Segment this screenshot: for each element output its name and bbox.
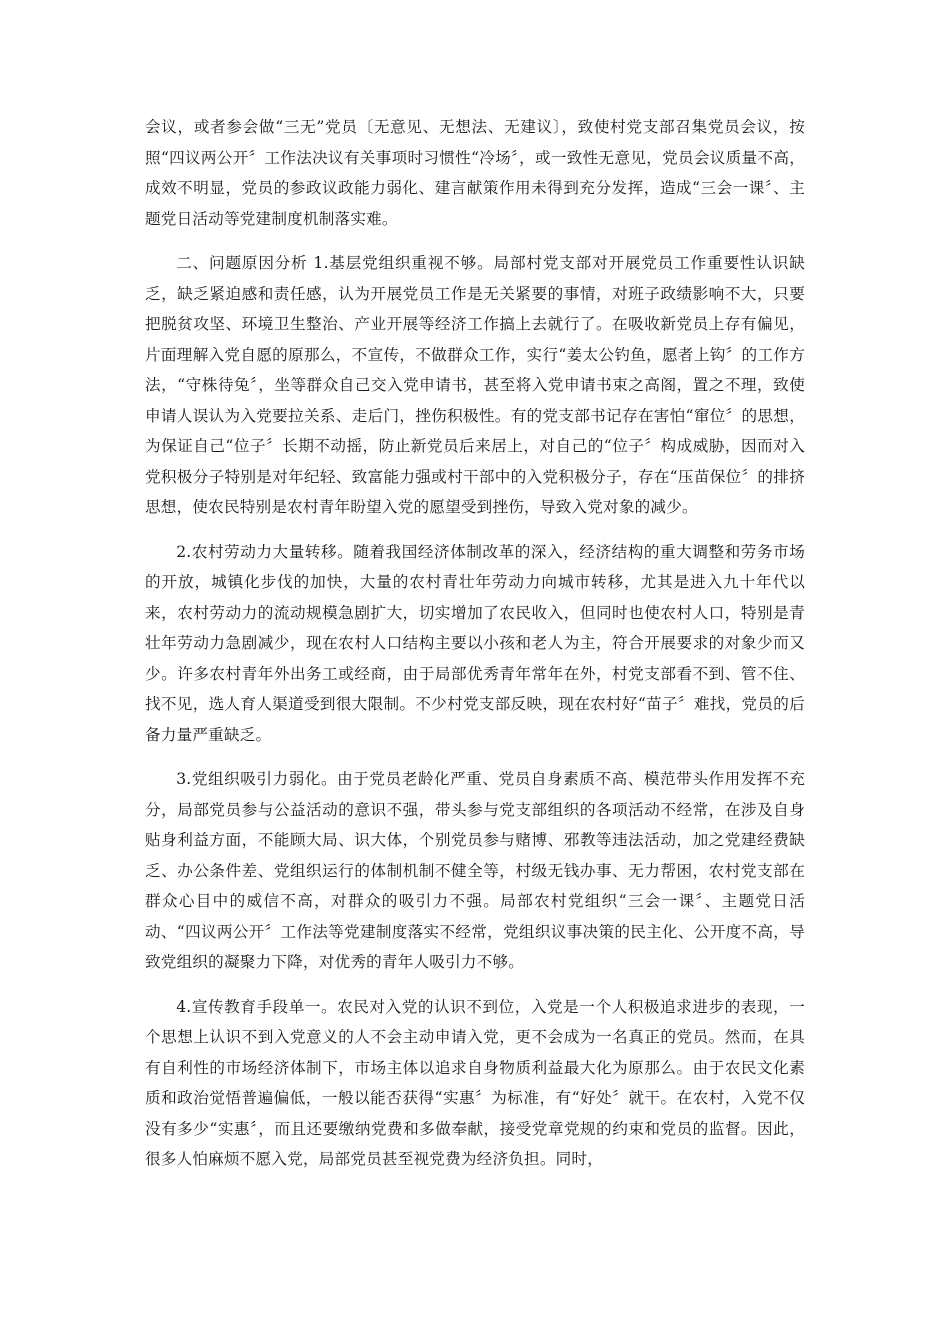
paragraph-cause-4: 4.宣传教育手段单一。农民对入党的认识不到位，入党是一个人积极追求进步的表现，一个思想上认识不到入党意义的人不会主动申请入党，更不会成为一名真正的党员。然而，在具有自利性的市场经济体制下，市场主体以追求自身物质利益最大化为原那么。由于农民文化素质和政治觉悟普遍偏低，一般以能否获得“实惠〞为标准，有“好处〞就干。在农村，入党不仅没有多少“实惠〞，而且还要缴纳党费和多做奉献，接受党章党规的约束和党员的监督。因此，很多人怕麻烦不愿入党，局部党员甚至视党费为经济负担。同时， — [145, 997, 805, 1168]
paragraph-cause-1: 二、问题原因分析 1.基层党组织重视不够。局部村党支部对开展党员工作重要性认识缺乏，缺乏紧迫感和责任感，认为开展党员工作是无关紧要的事情，对班子政绩影响不大，只要把脱贫攻坚、环境卫生整治、产业开展等经济工作搞上去就行了。在吸收新党员上存有偏见，片面理解入党自愿的原那么，不宣传，不做群众工作，实行“姜太公钓鱼，愿者上钩〞的工作方法，“守株待兔〞，坐等群众自己交入党申请书，甚至将入党申请书束之高阁，置之不理，致使申请人误认为入党要拉关系、走后门，挫伤积极性。有的党支部书记存在害怕“窜位〞的思想，为保证自己“位子〞长期不动摇，防止新党员后来居上，对自己的“位子〞构成威胁，因而对入党积极分子特别是对年纪轻、致富能力强或村干部中的入党积极分子，存在“压苗保位〞的排挤思想，使农民特别是农村青年盼望入党的愿望受到挫伤，导致入党对象的减少。 — [145, 254, 805, 516]
paragraph-cause-3: 3.党组织吸引力弱化。由于党员老龄化严重、党员自身素质不高、模范带头作用发挥不充分，局部党员参与公益活动的意识不强，带头参与党支部组织的各项活动不经常，在涉及自身贴身利益方面，不能顾大局、识大体，个别党员参与赌博、邪教等违法活动，加之党建经费缺乏、办公条件差、党组织运行的体制机制不健全等，村级无钱办事、无力帮困，农村党支部在群众心目中的威信不高，对群众的吸引力不强。局部农村党组织“三会一课〞、主题党日活动、“四议两公开〞工作法等党建制度落实不经常，党组织议事决策的民主化、公开度不高，导致党组织的凝聚力下降，对优秀的青年人吸引力不够。 — [145, 770, 805, 971]
paragraph-cause-2: 2.农村劳动力大量转移。随着我国经济体制改革的深入，经济结构的重大调整和劳务市场的开放，城镇化步伐的加快，大量的农村青壮年劳动力向城市转移，尤其是进入九十年代以来，农村劳动力的流动规模急剧扩大，切实增加了农民收入，但同时也使农村人口，特别是青壮年劳动力急剧减少，现在农村人口结构主要以小孩和老人为主，符合开展要求的对象少而又少。许多农村青年外出务工或经商，由于局部优秀青年常年在外，村党支部看不到、管不住、找不见，选人育人渠道受到很大限制。不少村党支部反映，现在农村好“苗子〞难找，党员的后备力量严重缺乏。 — [145, 542, 805, 744]
document-page — [145, 112, 805, 1175]
paragraph-continuation: 会议，或者参会做“三无”党员〔无意见、无想法、无建议〕，致使村党支部召集党员会议，按照“四议两公开〞工作法决议有关事项时习惯性“冷场〞，或一致性无意见，党员会议质量不高，成效不明显，党员的参政议政能力弱化、建言献策作用未得到充分发挥，造成“三会一课〞、主题党日活动等党建制度机制落实难。 — [145, 118, 805, 228]
